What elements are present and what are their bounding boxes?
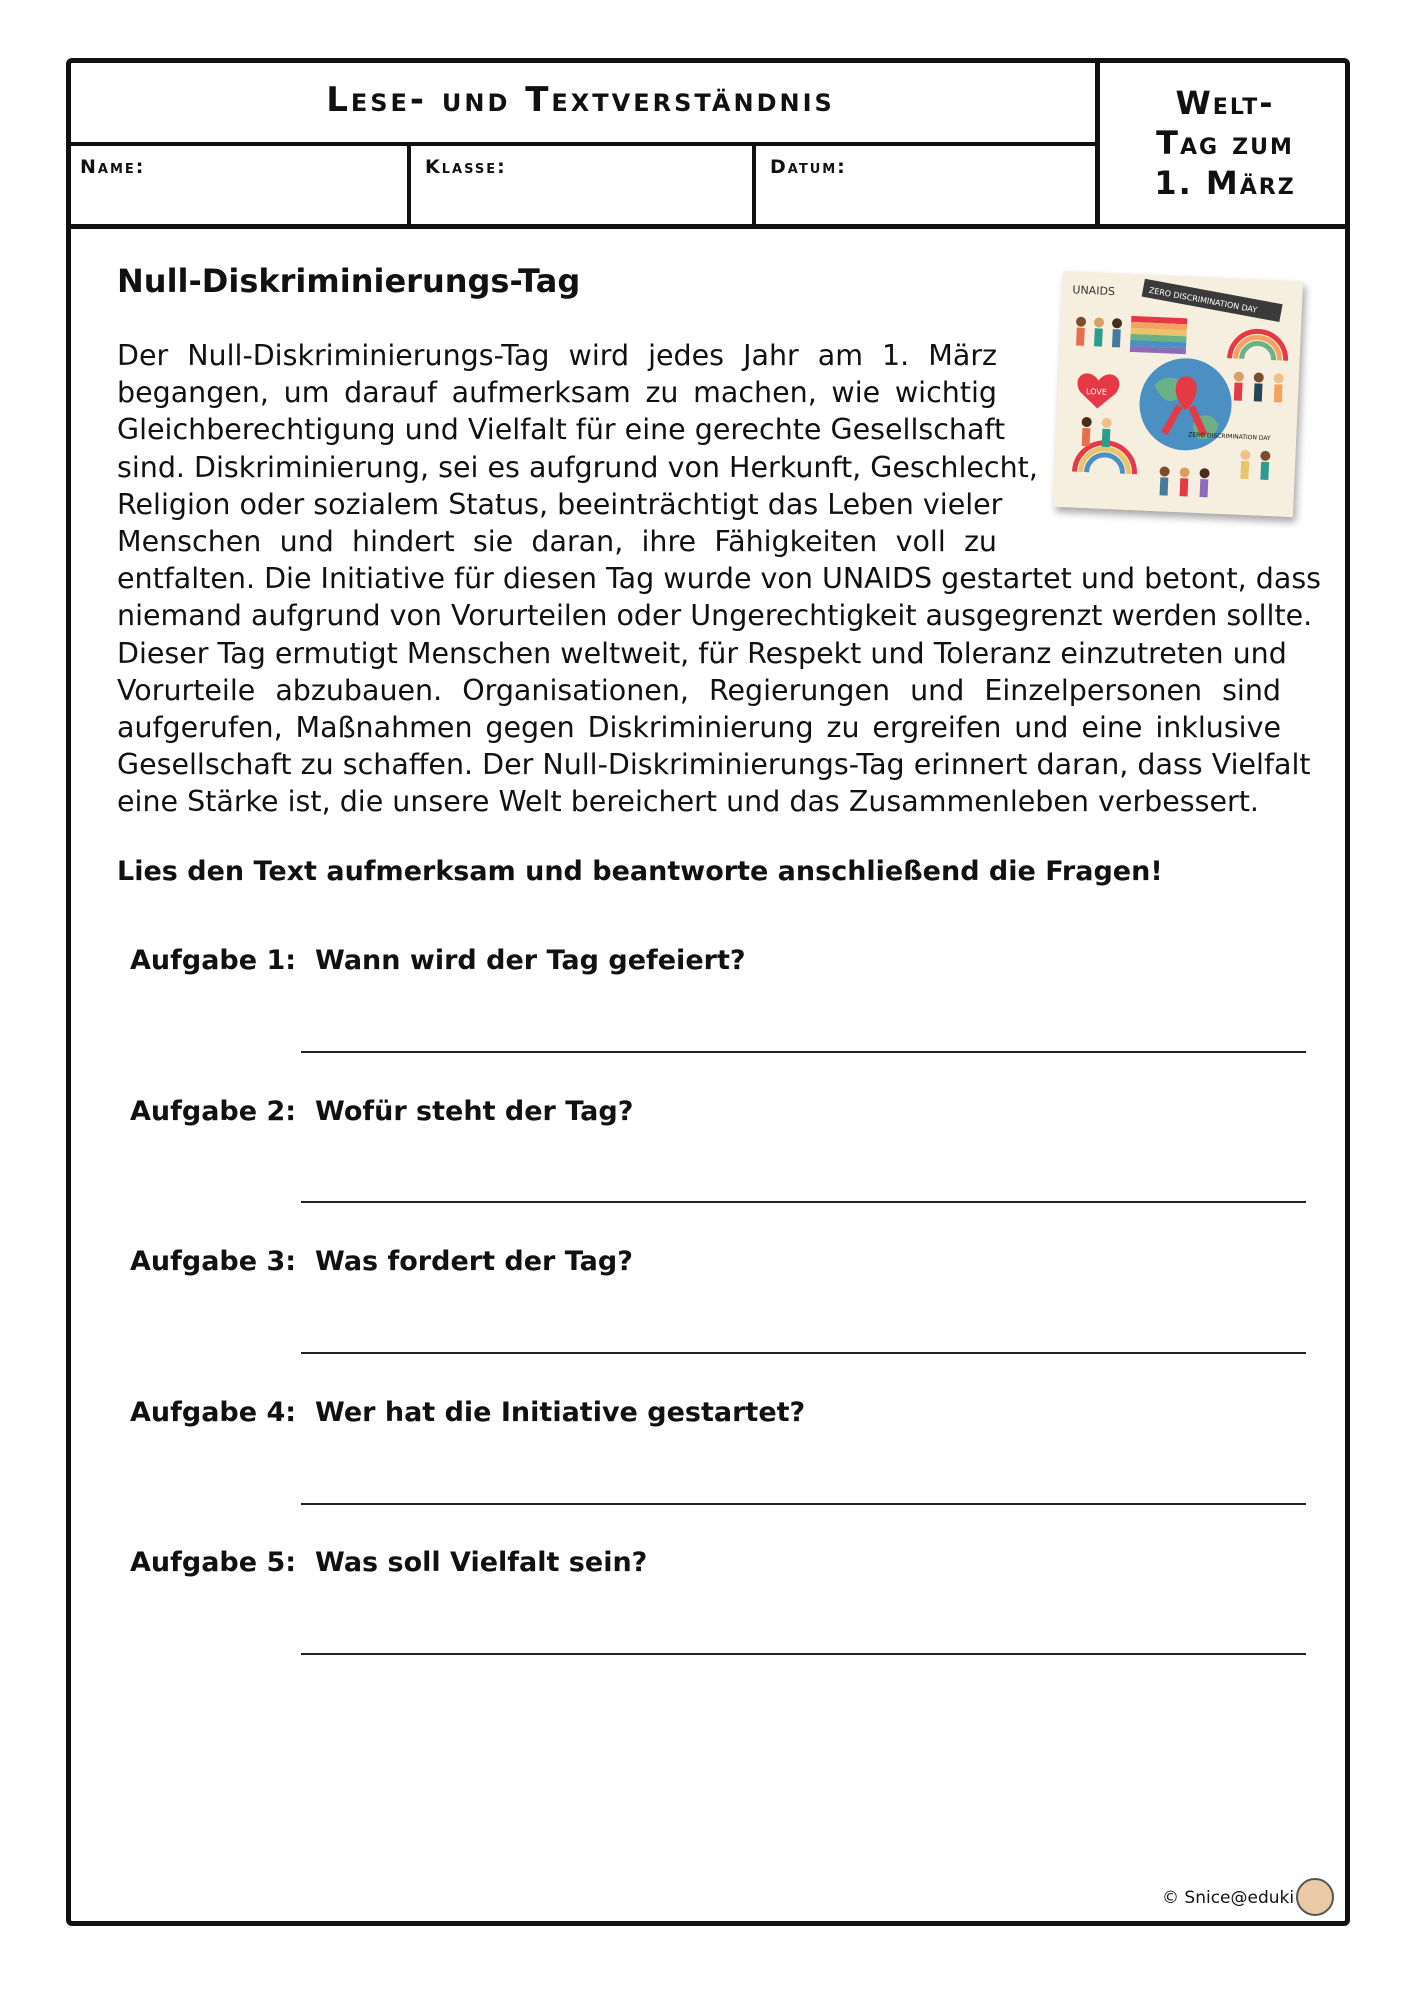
article-line: Religion oder sozialem Status, beeinträchtigt das Leben vieler [117, 487, 1003, 521]
article-line: sind. Diskriminierung, sei es aufgrund von Herkunft, Geschlecht, [117, 450, 1038, 484]
task-question: Wer hat die Initiative gestartet? [315, 1397, 806, 1428]
task-question: Was soll Vielfalt sein? [315, 1547, 648, 1578]
love-text: LOVE [1085, 386, 1108, 397]
author-avatar-icon [1296, 1878, 1334, 1916]
article-line: Gesellschaft zu schaffen. Der Null-Diskriminierungs-Tag erinnert daran, dass Vielfalt [117, 748, 1311, 782]
article-line: Gleichberechtigung und Vielfalt für eine gerechte Gesellschaft [117, 413, 1006, 447]
unaids-text: UNAIDS [1072, 283, 1116, 299]
header-side-line-1: Welt- [1175, 84, 1275, 122]
header-fields-row [66, 146, 1100, 228]
article-line: Dieser Tag ermutigt Menschen weltweit, für Respekt und Toleranz einzutreten und [117, 636, 1287, 670]
article-line: Menschen und hindert sie daran, ihre Fähigkeiten voll zu [117, 525, 997, 559]
copyright-text: © Snice@eduki [1162, 1888, 1295, 1908]
task-label: Aufgabe 2: [130, 1096, 297, 1127]
answer-line-1[interactable] [301, 1051, 1306, 1053]
name-label: Name: [80, 156, 146, 178]
article-line: Der Null-Diskriminierungs-Tag wird jedes Jahr am 1. März [117, 339, 997, 372]
task-question: Wann wird der Tag gefeiert? [315, 945, 746, 976]
article-line: aufgerufen, Maßnahmen gegen Diskriminierung zu ergreifen und eine inklusive [117, 711, 1281, 745]
task-label: Aufgabe 4: [130, 1397, 297, 1428]
header-divider [66, 224, 1350, 229]
article-title: Null-Diskriminierungs-Tag [117, 262, 581, 300]
name-field[interactable] [66, 146, 411, 228]
article-line: Vorurteile abzubauen. Organisationen, Regierungen und Einzelpersonen sind [117, 673, 1281, 707]
task-question: Was fordert der Tag? [315, 1246, 633, 1277]
answer-line-2[interactable] [301, 1201, 1306, 1203]
header-title-box [66, 58, 1100, 146]
task-label: Aufgabe 5: [130, 1547, 297, 1578]
header-title: Lese- und Textverständnis [326, 80, 835, 120]
article-line: entfalten. Die Initiative für diesen Tag wurde von UNAIDS gestartet und betont, dass [117, 562, 1322, 596]
task-question: Wofür steht der Tag? [315, 1096, 634, 1127]
article-body [117, 337, 1322, 821]
article-line: niemand aufgrund von Vorurteilen oder Ungerechtigkeit ausgegrenzt werden sollte. [117, 599, 1313, 633]
header-side-line-3: 1. März [1154, 164, 1296, 202]
article-line: eine Stärke ist, die unsere Welt bereichert und das Zusammenleben verbessert. [117, 785, 1259, 819]
task-label: Aufgabe 3: [130, 1246, 297, 1277]
banner-text: ZERO DISCRIMINATION DAY [1148, 285, 1258, 315]
header-side-line-2: Tag zum [1156, 124, 1294, 162]
article-line: begangen, um darauf aufmerksam zu machen, wie wichtig [117, 376, 997, 410]
answer-line-4[interactable] [301, 1503, 1306, 1505]
klasse-field[interactable] [411, 146, 756, 228]
instruction-text: Lies den Text aufmerksam und beantworte anschließend die Fragen! [117, 856, 1163, 887]
globe-caption: ZERO DISCRIMINATION DAY [1188, 431, 1271, 443]
datum-field[interactable] [756, 146, 1095, 228]
task-label: Aufgabe 1: [130, 945, 297, 976]
header-date-box [1100, 58, 1350, 228]
klasse-label: Klasse: [425, 156, 507, 178]
datum-label: Datum: [770, 156, 847, 178]
answer-line-3[interactable] [301, 1352, 1306, 1354]
answer-line-5[interactable] [301, 1653, 1306, 1655]
